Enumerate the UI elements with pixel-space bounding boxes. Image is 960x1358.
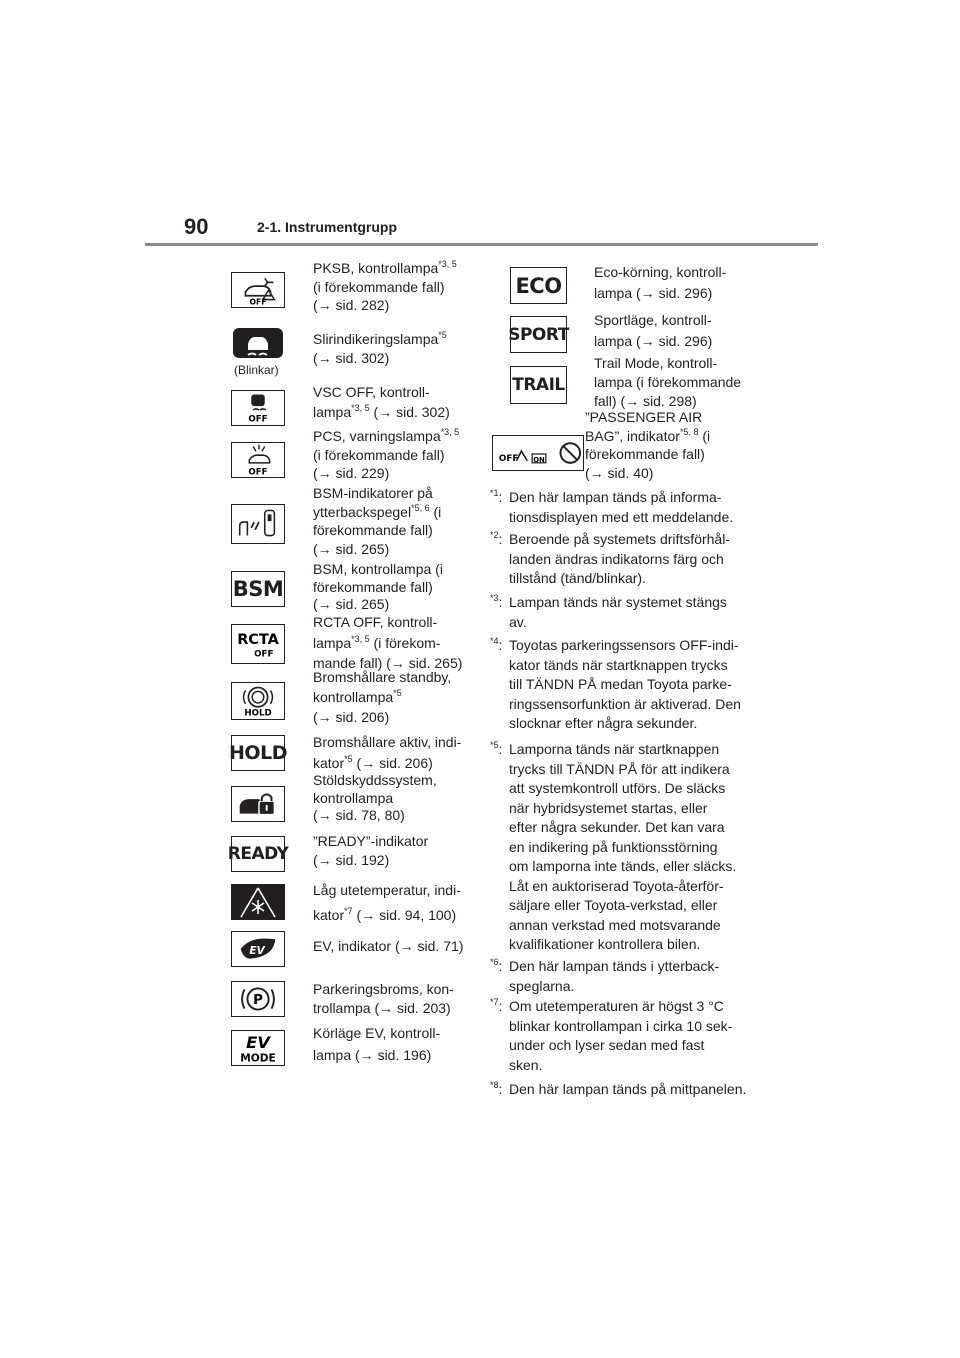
description-line (313, 446, 459, 465)
description-text: förekommande fall) (313, 522, 433, 538)
footnote (490, 1080, 755, 1100)
footnote-line: Lamporna tänds när startknappen (509, 741, 720, 757)
footnote (490, 997, 755, 1075)
footnote-line: slocknar efter några sekunder. (509, 715, 698, 731)
icon-label: TRAIL (512, 375, 565, 395)
description-line (585, 427, 710, 446)
footnote-ref: *7 (344, 906, 353, 916)
chapter-title: 2-1. Instrumentgrupp (257, 219, 398, 235)
indicator-description (313, 878, 461, 928)
indicator-description (313, 330, 447, 367)
description-line (585, 464, 710, 483)
sport-icon (510, 316, 567, 353)
description-line (313, 903, 461, 928)
footnote-ref: *5 (393, 688, 402, 698)
description-text: Bromshållare standby, (313, 669, 452, 685)
description-text: Stöldskyddssystem, (313, 772, 437, 788)
footnote-line: om lamporna inte tänds, eller släcks. (509, 858, 737, 874)
icon-label: BSM (232, 577, 284, 601)
description-line (313, 753, 461, 774)
rcta-off-icon (231, 624, 285, 664)
description-line (313, 402, 450, 422)
description-text: (→ sid. 265) (313, 540, 390, 557)
description-text: Eco-körning, kontroll- (594, 264, 727, 280)
passenger-airbag-icon (492, 435, 584, 471)
footnote (490, 530, 755, 589)
icon-caption: (Blinkar) (234, 363, 279, 377)
description-text: lampa (313, 404, 352, 420)
indicator-description (313, 980, 454, 1017)
footnote-line: en indikering på funktionsstörning (509, 838, 718, 855)
indicator-description (313, 772, 437, 825)
description-line (585, 445, 710, 464)
description-line (313, 596, 443, 614)
footnote-line: tillstånd (tänd/blinkar). (509, 570, 646, 586)
footnote-ref: *5, 6 (411, 502, 430, 513)
description-text: (→ sid. 192) (313, 851, 390, 868)
footnote-ref: *5 (344, 754, 353, 764)
description-text: Sportläge, kontroll- (594, 312, 712, 328)
description-text: kator (313, 755, 345, 771)
svg-text:HOLD: HOLD (244, 708, 272, 719)
footnote-line: Låt en auktoriserad Toyota-återför- (509, 877, 724, 894)
footnote-number: *6 (490, 957, 499, 967)
trail-icon (510, 366, 567, 404)
svg-text:OFF: OFF (248, 414, 268, 425)
description-line (594, 262, 726, 283)
footnote (490, 957, 755, 996)
icon-label: HOLD (229, 742, 287, 764)
footnote-number: *3 (490, 593, 499, 603)
footnote-line: Den här lampan tänds i ytterback- (509, 958, 720, 974)
indicator-description (594, 354, 741, 411)
footnote-mark: $^{*1}$: (490, 488, 503, 505)
footnote-line: säljare eller Toyota-verkstad, eller (509, 897, 718, 913)
footnote-mark: $^{*6}$: (490, 957, 503, 974)
ev-indicator-icon (231, 931, 285, 967)
indicator-description (594, 310, 712, 352)
footnote-ref: *3, 5 (351, 633, 370, 644)
description-text: VSC OFF, kontroll- (313, 384, 430, 400)
description-line (594, 373, 741, 392)
footnote-mark: $^{*7}$: (490, 997, 503, 1014)
footnote-number: *1 (490, 488, 499, 498)
footnote-mark: $^{*5}$: (490, 740, 503, 757)
description-line (313, 278, 457, 297)
description-text: kontrollampa (313, 789, 394, 806)
footnote-line: Den här lampan tänds på informa- (509, 489, 722, 505)
footnote-number: *4 (490, 636, 499, 646)
description-line (313, 687, 451, 707)
description-text: (→ sid. 206) (313, 709, 390, 725)
footnote-mark: $^{*4}$: (490, 636, 503, 653)
vsc-off-icon (231, 390, 285, 426)
footnote-mark: $^{*8}$: (490, 1080, 503, 1097)
footnote (490, 593, 755, 632)
description-text: (i förekommande fall) (313, 446, 445, 463)
footnote-number: *5 (490, 740, 499, 750)
footnote-number: *2 (490, 530, 499, 540)
description-text: fall) (→ sid. 298) (594, 393, 697, 409)
description-line (313, 579, 443, 597)
description-line (313, 937, 463, 956)
page-number: 90 (184, 214, 209, 239)
footnote-line: till TÄNDN PÅ medan Toyota parke- (509, 676, 732, 692)
footnote-line: ringssensorfunktion är aktiverad. Den (509, 695, 741, 712)
footnote-line: av. (509, 613, 527, 630)
svg-text:EV: EV (246, 1033, 270, 1052)
indicator-description (313, 382, 450, 422)
security-lock-icon (231, 786, 285, 822)
svg-text:MODE: MODE (240, 1052, 276, 1065)
description-text: (i förekommande fall) (313, 278, 445, 295)
ready-icon (227, 836, 289, 872)
footnote-ref: *3, 5 (440, 427, 460, 437)
description-line (313, 667, 451, 687)
footnote (490, 636, 755, 734)
footnote-line: annan verkstad med motsvarande (509, 916, 721, 933)
description-text: (→ sid. 302) (369, 404, 450, 420)
header-divider (145, 243, 818, 246)
description-text: lampa (i förekommande (594, 374, 742, 390)
description-text: (→ sid. 94, 100) (352, 907, 457, 923)
description-line (313, 503, 441, 522)
description-line (313, 999, 454, 1018)
icon-label: SPORT (508, 324, 569, 345)
description-line (594, 310, 712, 331)
svg-text:RCTA: RCTA (237, 632, 279, 648)
footnote-ref: *3, 5 (351, 403, 370, 413)
slip-indicator-icon (230, 325, 286, 361)
description-text: Körläge EV, kontroll- (313, 1025, 441, 1041)
description-text: lampa (→ sid. 296) (594, 285, 713, 301)
description-line (313, 540, 441, 559)
svg-text:EV: EV (249, 944, 265, 957)
bsm-mirror-icon (231, 504, 285, 544)
description-text: BSM, kontrollampa (i (313, 561, 443, 577)
brake-hold-active-icon (231, 735, 285, 771)
icon-label: READY (227, 844, 289, 864)
description-text: Låg utetemperatur, indi- (313, 882, 461, 898)
svg-text:OFF: OFF (498, 453, 519, 464)
description-text: lampa (→ sid. 196) (313, 1047, 432, 1063)
description-line (313, 832, 428, 851)
description-line (313, 427, 459, 446)
svg-text:P: P (253, 991, 263, 1008)
description-text: BAG”, indikator (585, 427, 680, 444)
footnote-mark: $^{*2}$: (490, 530, 503, 547)
low-temperature-icon (231, 884, 285, 920)
description-text: (i (429, 503, 442, 520)
description-text: ”READY”-indikator (313, 833, 429, 849)
description-line (313, 772, 437, 790)
description-line (313, 807, 437, 825)
svg-text:OFF: OFF (249, 297, 267, 307)
description-text: förekommande fall) (585, 446, 705, 462)
footnote-number: *7 (490, 997, 499, 1007)
description-text: lampa (→ sid. 296) (594, 333, 713, 349)
footnote-line: när hybridsystemet startas, eller (509, 799, 708, 816)
svg-text:ON: ON (533, 455, 545, 464)
description-text: förekommande fall) (313, 578, 433, 595)
description-line (313, 484, 441, 503)
indicator-description (313, 427, 459, 483)
indicator-description (594, 262, 726, 304)
description-line (594, 331, 712, 352)
description-text: kator (313, 907, 345, 923)
indicator-description (313, 1022, 440, 1066)
description-line (313, 349, 447, 368)
description-text: kontrollampa (313, 689, 394, 705)
description-line (313, 382, 450, 402)
description-text: (→ sid. 265) (313, 596, 390, 612)
description-text: ”PASSENGER AIR (585, 409, 703, 425)
description-line (313, 980, 454, 999)
description-line (313, 464, 459, 483)
description-line (313, 851, 428, 870)
indicator-description (313, 612, 462, 674)
description-text: Parkeringsbroms, kon- (313, 981, 454, 997)
description-line (313, 790, 437, 808)
brake-hold-standby-icon (231, 682, 285, 720)
description-line (313, 1022, 440, 1044)
indicator-description (313, 561, 443, 614)
description-text: (→ sid. 302) (313, 349, 390, 366)
description-line (313, 878, 461, 903)
description-text: (→ sid. 78, 80) (313, 807, 405, 823)
footnote-line: landen ändras indikatorns färg och (509, 550, 724, 567)
footnote-line: Lampan tänds när systemet stängs (509, 594, 727, 610)
description-line (313, 296, 457, 315)
footnote-ref: *5, 8 (679, 426, 699, 437)
description-text: (→ sid. 206) (352, 755, 433, 771)
indicator-description (313, 732, 461, 774)
indicator-description (313, 667, 451, 727)
description-line (313, 561, 443, 579)
description-line (313, 1044, 440, 1066)
footnote-line: tionsdisplayen med ett meddelande. (509, 508, 734, 525)
indicator-description (313, 259, 457, 315)
description-line (313, 707, 451, 727)
description-line (313, 732, 461, 753)
footnote-line: trycks till TÄNDN PÅ för att indikera (509, 760, 730, 777)
footnote-line: att systemkontroll utförs. De släcks (509, 780, 726, 796)
description-text: ytterbackspegel (313, 503, 412, 520)
description-text: EV, indikator (→ sid. 71) (313, 938, 464, 954)
footnote-ref: *3, 5 (438, 259, 457, 269)
description-line (313, 612, 462, 633)
footnote-line: speglarna. (509, 977, 575, 994)
description-text: RCTA OFF, kontroll- (313, 614, 438, 630)
description-text: Bromshållare aktiv, indi- (313, 734, 462, 750)
description-line (594, 283, 726, 304)
footnote-line: Beroende på systemets driftsförhål- (509, 531, 730, 547)
footnote (490, 740, 755, 955)
indicator-description (313, 484, 441, 558)
footnote-line: sken. (509, 1056, 543, 1073)
description-text: BSM-indikatorer på (313, 485, 433, 501)
description-line (313, 633, 462, 654)
parking-brake-icon (231, 981, 285, 1017)
footnote (490, 488, 755, 527)
description-line (313, 259, 457, 278)
description-line (585, 408, 710, 427)
footnote-line: efter några sekunder. Det kan vara (509, 819, 725, 835)
footnote-line: under och lyser sedan med fast (509, 1037, 705, 1053)
description-line (313, 521, 441, 540)
footnote-line: Toyotas parkeringssensors OFF-indi- (509, 637, 739, 653)
description-text: trollampa (→ sid. 203) (313, 999, 451, 1016)
svg-text:OFF: OFF (248, 467, 268, 478)
footnote-line: blinkar kontrollampan i cirka 10 sek- (509, 1017, 733, 1034)
pksb-off-icon (231, 272, 285, 308)
description-text: (→ sid. 282) (313, 297, 390, 313)
footnote-line: kvalifikationer kontrollera bilen. (509, 936, 701, 952)
description-text: lampa (313, 634, 352, 651)
description-text: Slirindikeringslampa (313, 331, 439, 347)
description-text: (→ sid. 40) (585, 464, 654, 481)
description-text: mande fall) (→ sid. 265) (313, 655, 463, 671)
description-line (313, 330, 447, 349)
description-text: (i förekom- (369, 634, 441, 651)
footnote-line: Om utetemperaturen är högst 3 °C (509, 998, 724, 1014)
icon-label: ECO (515, 273, 562, 298)
ev-mode-icon (231, 1030, 285, 1066)
footnote-line: kator tänds när startknappen trycks (509, 656, 728, 673)
description-text: PKSB, kontrollampa (313, 260, 439, 276)
svg-text:OFF: OFF (254, 649, 274, 660)
footnote-number: *8 (490, 1080, 499, 1090)
footnote-mark: $^{*3}$: (490, 593, 503, 610)
bsm-icon (231, 571, 285, 607)
footnote-line: Den här lampan tänds på mittpanelen. (509, 1081, 747, 1097)
footnote-ref: *5 (438, 330, 447, 340)
description-line (594, 354, 741, 373)
indicator-description (585, 408, 710, 482)
pcs-off-icon (231, 442, 285, 478)
description-text: (i (698, 427, 711, 444)
description-text: (→ sid. 229) (313, 465, 390, 481)
description-text: Trail Mode, kontroll- (594, 355, 718, 371)
eco-icon (510, 267, 567, 304)
indicator-description (313, 832, 428, 869)
indicator-description (313, 937, 463, 956)
description-text: PCS, varningslampa (313, 428, 441, 444)
